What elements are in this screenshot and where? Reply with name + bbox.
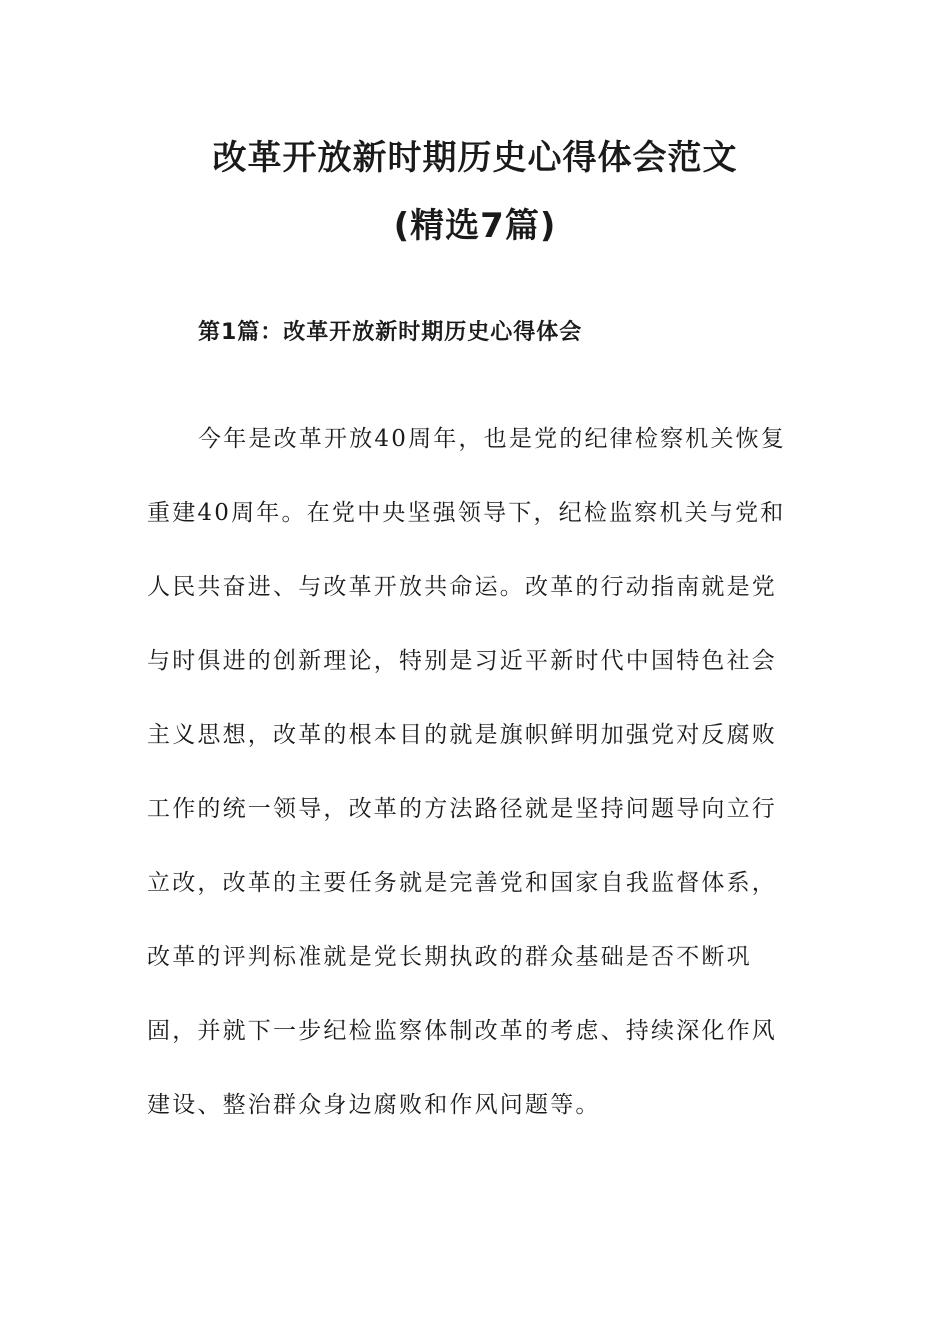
paragraph-line: 立改，改革的主要任务就是完善党和国家自我监督体系， (147, 870, 777, 896)
paragraph-line: 固，并就下一步纪检监察体制改革的考虑、持续深化作风 (147, 1018, 777, 1044)
document-title: 改革开放新时期历史心得体会范文 (212, 138, 738, 178)
paragraph-line: 重建40周年。在党中央坚强领导下，纪检监察机关与党和 (147, 500, 786, 526)
paragraph-line: 今年是改革开放40周年，也是党的纪律检察机关恢复 (198, 426, 787, 452)
paragraph-line: 改革的评判标准就是党长期执政的群众基础是否不断巩 (147, 944, 752, 970)
paragraph-line: 人民共奋进、与改革开放共命运。改革的行动指南就是党 (147, 574, 777, 600)
paragraph-line: 建设、整治群众身边腐败和作风问题等。 (147, 1092, 601, 1118)
section-heading: 第1篇：改革开放新时期历史心得体会 (198, 320, 583, 345)
paragraph-line: 工作的统一领导，改革的方法路径就是坚持问题导向立行 (147, 796, 777, 822)
paragraph-line: 主义思想，改革的根本目的就是旗帜鲜明加强党对反腐败 (147, 722, 777, 748)
paragraph-line: 与时俱进的创新理论，特别是习近平新时代中国特色社会 (147, 648, 777, 674)
document-subtitle: (精选7篇) (393, 206, 557, 246)
